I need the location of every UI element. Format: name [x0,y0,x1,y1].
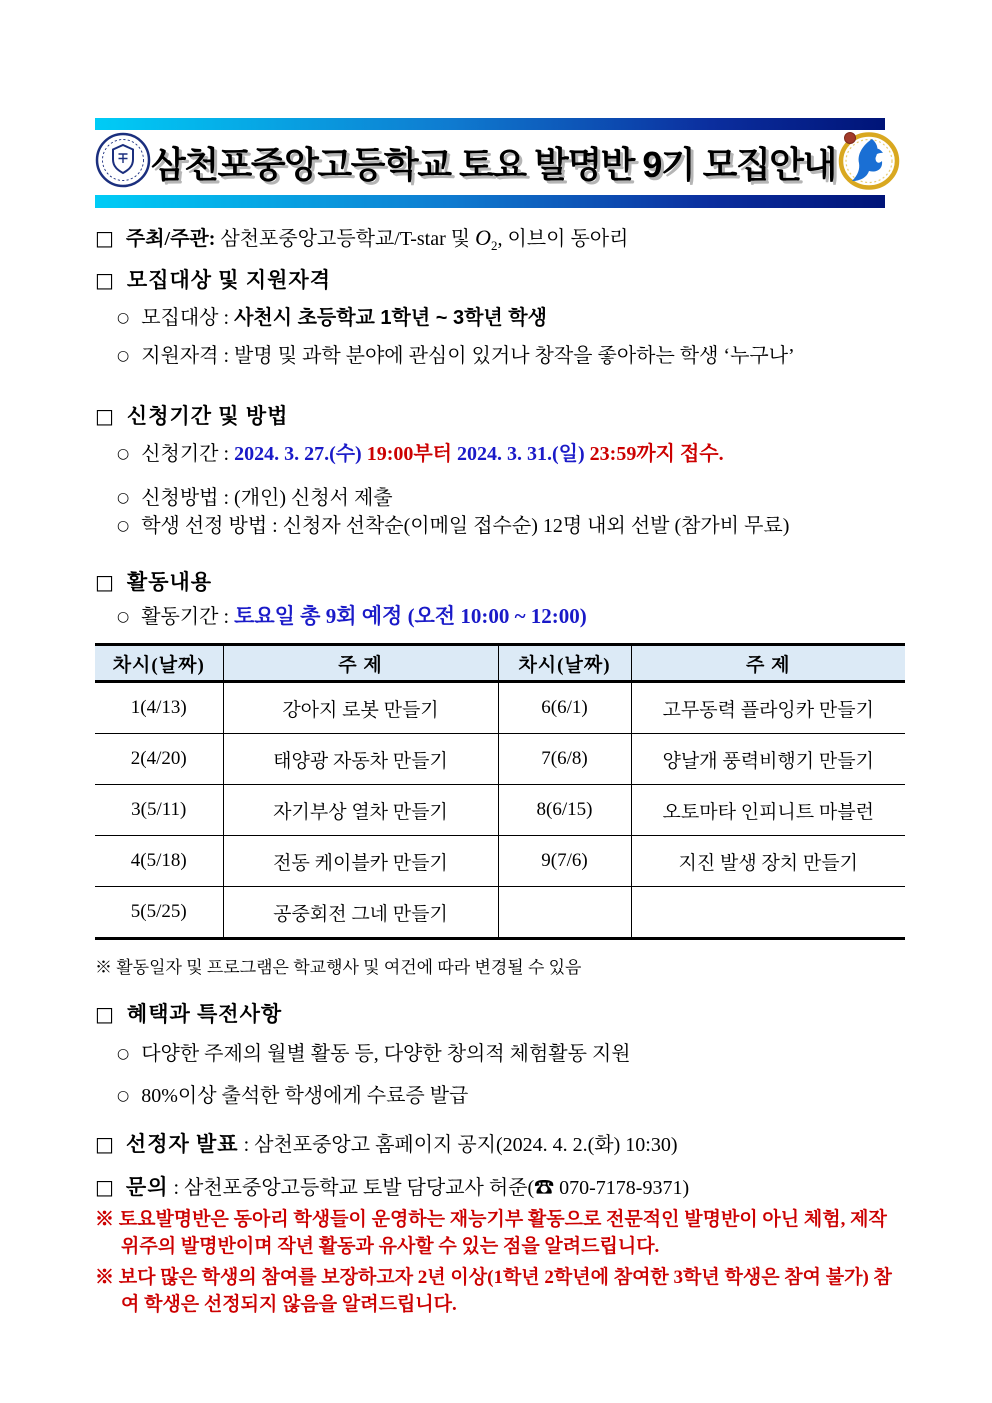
activity-period-line [95,602,907,631]
apply-method-text: 신청방법 : (개인) 신청서 제출 [141,487,393,509]
benefit-item2-line [95,1082,907,1110]
host-text-after: , 이브이 동아리 [497,228,629,250]
recruit-qualify-line [95,342,907,370]
o2-symbol: O [475,225,491,250]
banner-bottom-bar [95,195,885,208]
warning-note-1: ※ 토요발명반은 동아리 학생들이 운영하는 재능기부 활동으로 전문적인 발명반이 아닌 체험, 제작 위주의 발명반이며 작년 활동과 유사할 수 있는 점을 알려드립니다. [95,1209,887,1257]
apply-section-title: 신청기간 및 방법 [126,404,289,428]
table-row [95,682,905,734]
schedule-cell: 태양광 자동차 만들기 [223,734,498,785]
col-header-topic-right: 주 제 [631,645,905,682]
square-bullet-icon: □ [95,1175,114,1199]
contact-line [95,1173,907,1202]
banner-middle [95,130,885,195]
benefit-section-title: 혜택과 특전사항 [126,1002,283,1026]
apply-method-line [95,484,907,512]
square-bullet-icon: □ [95,1002,115,1026]
benefit-item1-text: 다양한 주제의 월별 활동 등, 다양한 창의적 체험활동 지원 [141,1043,631,1065]
announce-label: 선정자 발표 [125,1132,239,1156]
title-banner [95,118,885,208]
document-content [95,118,907,1318]
circle-bullet-icon: ○ [117,348,130,364]
host-label: 주최/주관: [125,228,216,250]
recruit-target-value: 사천시 초등학교 1학년 ~ 3학년 학생 [234,307,547,329]
apply-period-time2: 23:59까지 접수. [589,443,724,465]
o2-subscript: 2 [490,238,498,253]
col-header-session-right: 차시(날짜) [498,645,631,682]
schedule-cell: 지진 발생 장치 만들기 [631,836,905,887]
schedule-change-note: ※ 활동일자 및 프로그램은 학교행사 및 여건에 따라 변경될 수 있음 [95,958,582,977]
banner-top-bar [95,118,885,130]
schedule-cell: 강아지 로봇 만들기 [223,682,498,734]
benefit-section-title-line [95,1000,907,1028]
announce-value: : 삼천포중앙고 홈페이지 공지(2024. 4. 2.(화) 10:30) [238,1134,678,1156]
table-row [95,785,905,836]
school-emblem-icon [95,132,151,193]
warning-note-2: ※ 보다 많은 학생의 참여를 보장하고자 2년 이상(1학년 2학년에 참여한 3학년 학생은 참여 불가) 참여 학생은 선정되지 않음을 알려드립니다. [95,1267,892,1315]
col-header-session-left: 차시(날짜) [95,645,223,682]
recruit-target-line [95,304,907,332]
schedule-cell: 자기부상 열차 만들기 [223,785,498,836]
dolphin-emblem-icon [836,130,900,195]
contact-value: : 삼천포중앙고등학교 토발 담당교사 허준(☎ 070-7178-9371) [168,1177,690,1199]
schedule-cell [631,887,905,939]
apply-period-date2: 2024. 3. 31.(일) [457,443,590,465]
activity-period-label: 활동기간 : [141,606,235,628]
schedule-cell: 오토마타 인피니트 마블런 [631,785,905,836]
schedule-cell: 5(5/25) [95,887,223,939]
schedule-cell: 3(5/11) [95,785,223,836]
table-row [95,734,905,785]
announce-line [95,1130,907,1159]
circle-bullet-icon: ○ [117,1046,130,1062]
schedule-cell: 전동 케이블카 만들기 [223,836,498,887]
circle-bullet-icon: ○ [117,490,130,506]
square-bullet-icon: □ [95,570,115,594]
host-line [95,224,907,260]
table-row [95,836,905,887]
activity-section-title: 활동내용 [126,570,213,594]
schedule-cell: 공중회전 그네 만들기 [223,887,498,939]
circle-bullet-icon: ○ [117,310,130,326]
benefit-item2-text: 80%이상 출석한 학생에게 수료증 발급 [141,1085,469,1107]
schedule-cell: 2(4/20) [95,734,223,785]
activity-section-title-line [95,568,907,596]
apply-period-line [95,440,907,468]
schedule-table [95,643,905,940]
schedule-cell: 양날개 풍력비행기 만들기 [631,734,905,785]
schedule-cell: 9(7/6) [498,836,631,887]
document-title: 삼천포중앙고등학교 토요 발명반 9기 모집안내 [151,144,836,185]
schedule-cell [498,887,631,939]
host-text-before: 삼천포중앙고등학교/T-star 및 [220,228,476,250]
apply-selection-line [95,512,907,540]
schedule-cell: 7(6/8) [498,734,631,785]
contact-label: 문의 [125,1175,169,1199]
circle-bullet-icon: ○ [117,609,130,625]
table-header-row [95,645,905,682]
table-row [95,887,905,939]
circle-bullet-icon: ○ [117,446,130,462]
square-bullet-icon: □ [95,404,115,428]
apply-section-title-line [95,402,907,430]
recruit-section-title: 모집대상 및 지원자격 [126,268,331,292]
circle-bullet-icon: ○ [117,1088,130,1104]
apply-period-label: 신청기간 : [141,443,235,465]
square-bullet-icon: □ [95,1132,114,1156]
recruit-section-title-line [95,266,907,294]
benefit-item1-line [95,1040,907,1068]
schedule-cell: 4(5/18) [95,836,223,887]
apply-period-date1: 2024. 3. 27.(수) [234,443,367,465]
schedule-cell: 6(6/1) [498,682,631,734]
schedule-cell: 8(6/15) [498,785,631,836]
recruit-target-label: 모집대상 : [141,307,235,329]
recruit-qualify-text: 지원자격 : 발명 및 과학 분야에 관심이 있거나 창작을 좋아하는 학생 ‘누구나’ [141,345,795,367]
square-bullet-icon: □ [95,268,115,292]
square-bullet-icon: □ [95,226,114,250]
apply-period-time1: 19:00부터 [366,443,458,465]
schedule-cell: 1(4/13) [130,697,187,718]
col-header-topic-left: 주 제 [223,645,498,682]
activity-period-value: 토요일 총 9회 예정 (오전 10:00 ~ 12:00) [234,604,587,628]
apply-selection-text: 학생 선정 방법 : 신청자 선착순(이메일 접수순) 12명 내외 선발 (참가비 무료) [141,515,790,537]
circle-bullet-icon: ○ [117,518,130,534]
schedule-cell: 고무동력 플라잉카 만들기 [631,682,905,734]
